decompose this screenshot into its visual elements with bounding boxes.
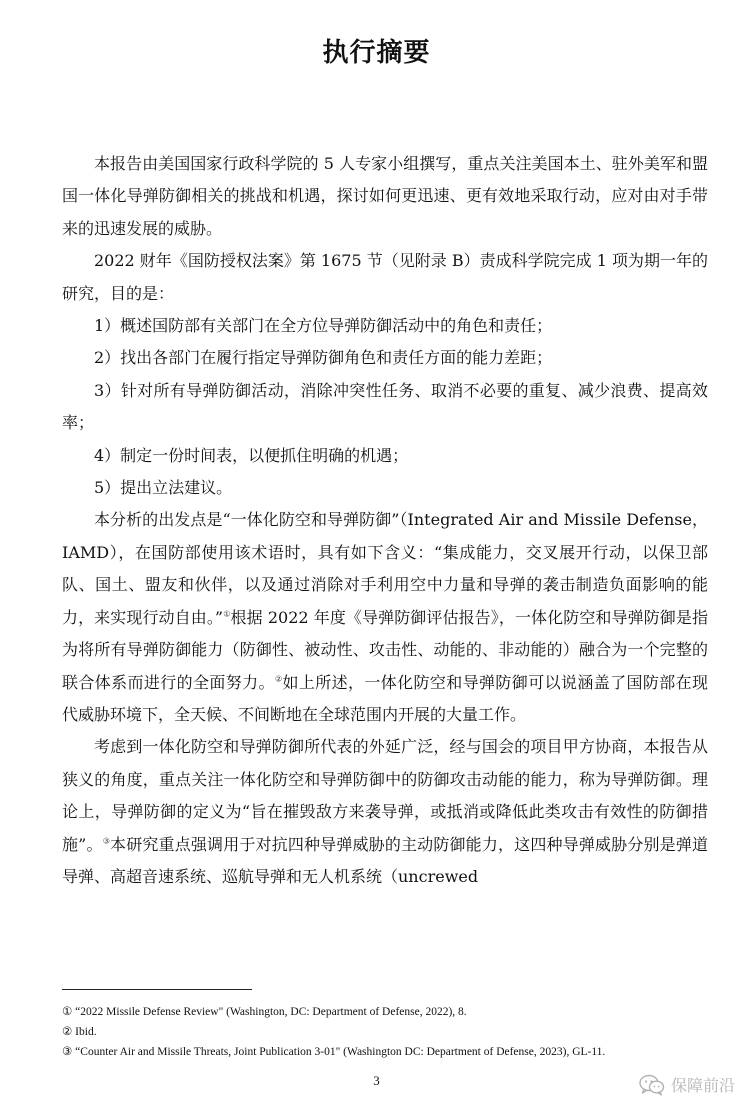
watermark xyxy=(639,1073,735,1096)
wechat-icon xyxy=(639,1074,665,1096)
paragraph-mandate: 2022 财年《国防授权法案》第 1675 节（见附录 B）责成科学院完成 1 项为期一年的研究，目的是： xyxy=(62,251,708,303)
list-item-5: 5）提出立法建议。 xyxy=(94,478,233,498)
paragraph-scope xyxy=(62,731,708,893)
page-title: 执行摘要 xyxy=(322,38,431,68)
footnote-1: ① “2022 Missile Defense Review" (Washington, DC: Department of Defense, 2022), 8. xyxy=(62,1006,467,1018)
footnotes xyxy=(62,1002,722,1062)
footnote-divider xyxy=(62,989,252,990)
paragraph-scope-part1: 考虑到一体化防空和导弹防御所代表的外延广泛，经与国会的项目甲方协商，本报告从狭义的角度，重点关注一体化防空和导弹防御中的防御攻击动能的能力，称为导弹防御。理论上，导弹防御的定义为“旨在摧毁敌方来袭导弹，或抵消或降低此类攻击有效性的防御措施”。 xyxy=(62,737,708,854)
watermark-text: 保障前沿 xyxy=(670,1076,735,1095)
page-number: 3 xyxy=(373,1073,380,1088)
list-item-1: 1）概述国防部有关部门在全方位导弹防御活动中的角色和责任； xyxy=(94,316,553,336)
paragraph-iamd-part2: 根据 2022 年度《导弹防御评估报告》，一体化防空和导弹防御是指为将所有导弹防御能力（防御性、被动性、攻击性、动能的、非动能的）融合为一个完整的联合体系而进行的全面努力。 xyxy=(62,607,708,692)
footnote-2: ② Ibid. xyxy=(62,1026,97,1038)
footnote-ref-2[interactable]: ② xyxy=(274,674,283,684)
paragraph-intro: 本报告由美国国家行政科学院的 5 人专家小组撰写，重点关注美国本土、驻外美军和盟国一体化导弹防御相关的挑战和机遇，探讨如何更迅速、更有效地采取行动，应对由对手带来的迅速发展的威胁。 xyxy=(62,154,708,238)
paragraph-iamd xyxy=(62,504,708,731)
list-item-4: 4）制定一份时间表，以便抓住明确的机遇； xyxy=(94,445,409,465)
body-text xyxy=(62,148,708,893)
footnote-3: ③ “Counter Air and Missile Threats, Joint Publication 3-01" (Washington DC: Department of Defense, 2023), GL-11. xyxy=(62,1046,606,1058)
list-item-2: 2）找出各部门在履行指定导弹防御角色和责任方面的能力差距； xyxy=(94,348,553,368)
paragraph-iamd-part3: 如上所述，一体化防空和导弹防御可以说涵盖了国防部在现代威胁环境下，全天候、不间断地在全球范围内开展的大量工作。 xyxy=(62,672,708,724)
paragraph-iamd-part1: 本分析的出发点是“一体化防空和导弹防御”（Integrated Air and Missile Defense，IAMD），在国防部使用该术语时，具有如下含义：“集成能力，交叉展开行动，以保卫部队、国土、盟友和伙伴，以及通过消除对手利用空中力量和导弹的袭击制造负面影响的能力，来实现行动自由。” xyxy=(62,510,708,627)
paragraph-scope-part2: 本研究重点强调用于对抗四种导弹威胁的主动防御能力，这四种导弹威胁分别是弹道导弹、高超音速系统、巡航导弹和无人机系统（uncrewed xyxy=(62,834,708,886)
footnote-ref-1[interactable]: ① xyxy=(223,609,231,619)
list-item-3: 3）针对所有导弹防御活动，消除冲突性任务、取消不必要的重复、减少浪费、提高效率； xyxy=(62,380,708,433)
footnote-ref-3[interactable]: ③ xyxy=(102,836,111,846)
